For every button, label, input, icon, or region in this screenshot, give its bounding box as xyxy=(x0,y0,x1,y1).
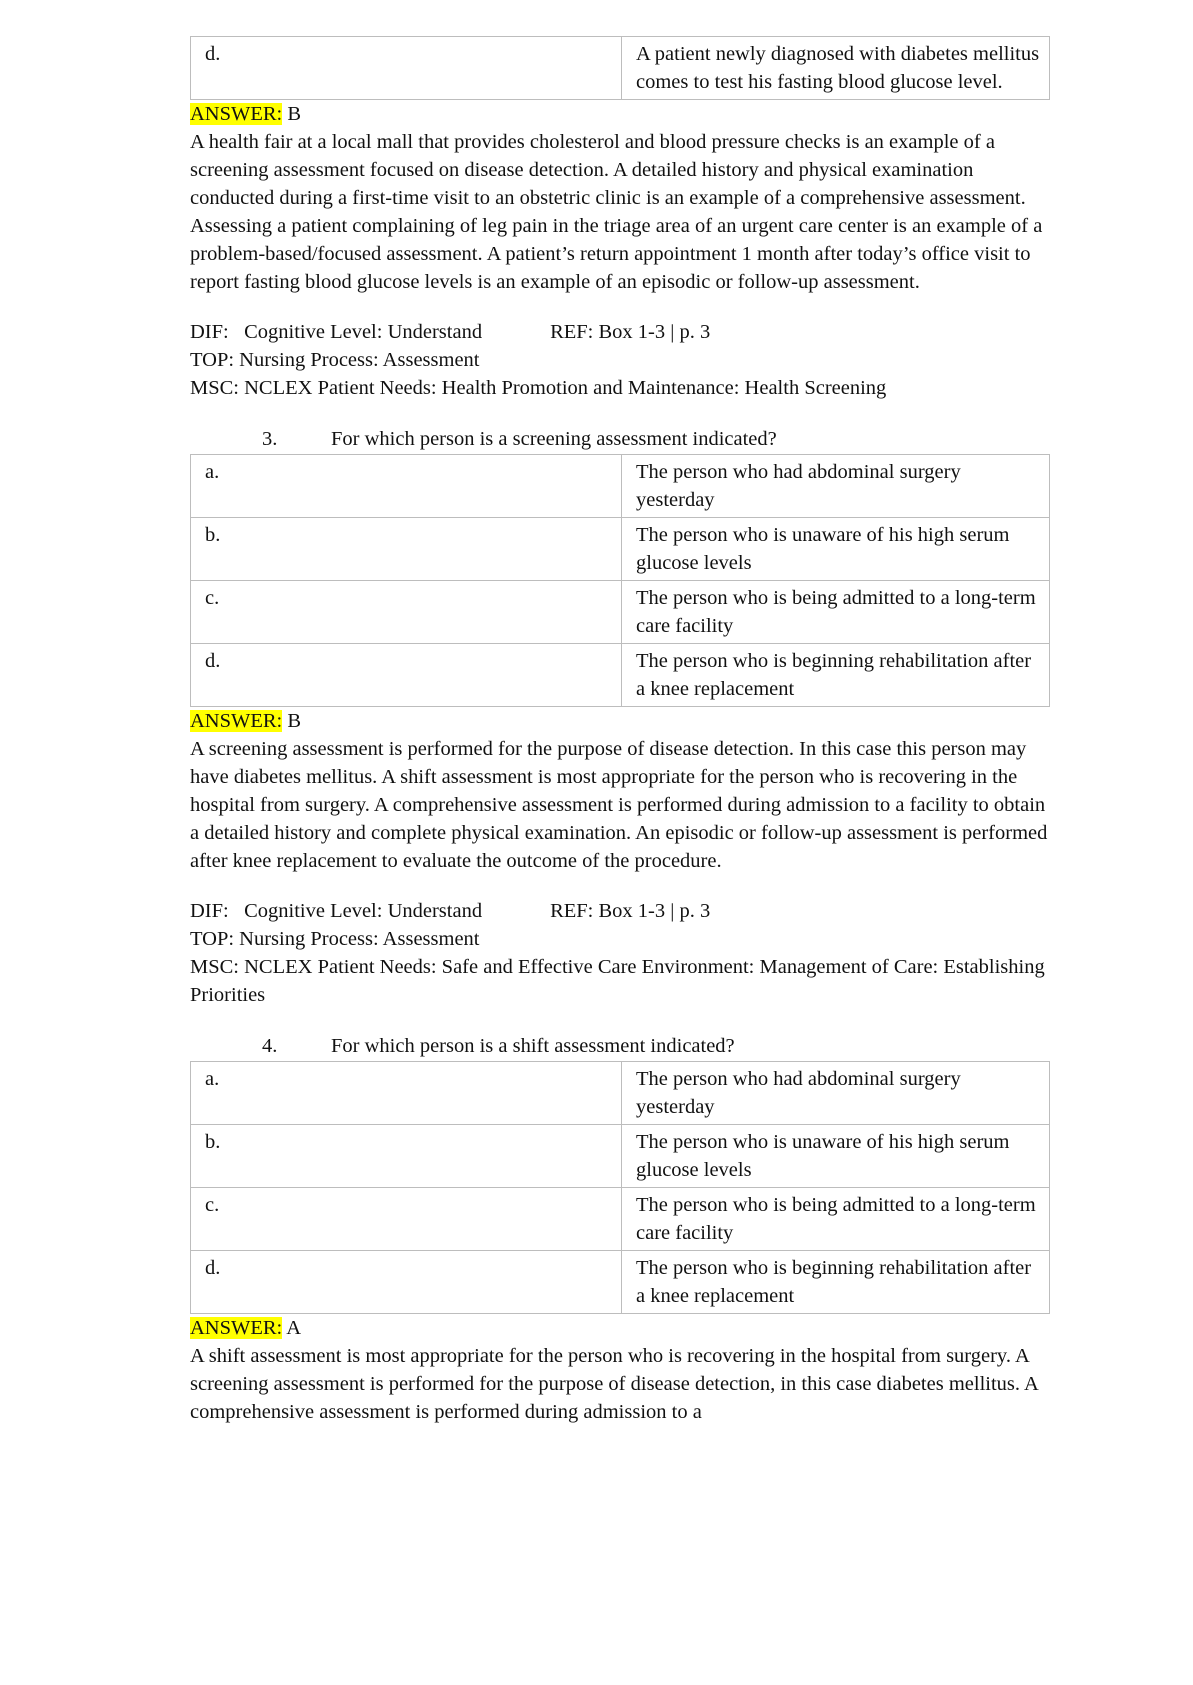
option-text: The person who had abdominal surgery yesterday xyxy=(622,1062,1050,1125)
answer-line xyxy=(190,1314,1050,1342)
option-row xyxy=(191,518,1050,581)
meta-dif-line xyxy=(190,897,1050,925)
question-text: For which person is a screening assessment indicated? xyxy=(331,428,777,450)
option-text: The person who is unaware of his high serum glucose levels xyxy=(622,518,1050,581)
option-row xyxy=(191,1188,1050,1251)
ref-text: REF: Box 1-3 | p. 3 xyxy=(550,900,711,922)
question-3 xyxy=(190,424,1050,454)
option-row xyxy=(191,455,1050,518)
meta-top: TOP: Nursing Process: Assessment xyxy=(190,349,480,371)
option-text: The person who is beginning rehabilitation after a knee replacement xyxy=(622,644,1050,707)
question-number: 3. xyxy=(262,428,278,450)
option-letter: d. xyxy=(191,644,622,707)
meta-dif-line xyxy=(190,318,1050,346)
rationale-text: A screening assessment is performed for the purpose of disease detection. In this case this person may have diabetes mellitus. A shift assessment is most appropriate for the person who is recovering in the hospital from surgery. A comprehensive assessment is performed during admission to a facility to obtain a detailed history and complete physical examination. An episodic or follow-up assessment is performed after knee replacement to evaluate the outcome of the procedure. xyxy=(190,738,1048,872)
option-text: The person who is beginning rehabilitation after a knee replacement xyxy=(622,1251,1050,1314)
option-text: The person who is being admitted to a long-term care facility xyxy=(622,1188,1050,1251)
answer-value: A xyxy=(286,1317,302,1339)
option-letter: c. xyxy=(191,1188,622,1251)
option-row xyxy=(191,1251,1050,1314)
option-row xyxy=(191,581,1050,644)
question-number: 4. xyxy=(262,1035,278,1057)
answer-label: ANSWER: xyxy=(190,103,283,125)
options-table xyxy=(190,36,1050,100)
rationale-text: A health fair at a local mall that provides cholesterol and blood pressure checks is an example of a screening assessment focused on disease detection. A detailed history and physical examination conducted during a first-time visit to an obstetric clinic is an example of a comprehensive assessment. Assessing a patient complaining of leg pain in the triage area of an urgent care center is an example of a problem-based/focused assessment. A patient’s return appointment 1 month after today’s office visit to report fasting blood glucose levels is an example of an episodic or follow-up assessment. xyxy=(190,131,1043,293)
option-letter: b. xyxy=(191,518,622,581)
document-page xyxy=(190,36,1050,1426)
meta-msc: MSC: NCLEX Patient Needs: Safe and Effective Care Environment: Management of Care: Establishing Priorities xyxy=(190,956,1045,1006)
answer-label: ANSWER: xyxy=(190,1317,283,1339)
answer-line xyxy=(190,707,1050,735)
answer-value: B xyxy=(287,710,302,732)
option-row xyxy=(191,644,1050,707)
meta-top: TOP: Nursing Process: Assessment xyxy=(190,928,480,950)
option-letter: a. xyxy=(191,1062,622,1125)
option-row xyxy=(191,1125,1050,1188)
answer-label: ANSWER: xyxy=(190,710,283,732)
dif-text: DIF: Cognitive Level: Understand xyxy=(190,321,483,343)
option-row xyxy=(191,1062,1050,1125)
meta-msc: MSC: NCLEX Patient Needs: Health Promotion and Maintenance: Health Screening xyxy=(190,377,887,399)
question-4 xyxy=(190,1031,1050,1061)
option-text: The person who had abdominal surgery yesterday xyxy=(622,455,1050,518)
option-letter: b. xyxy=(191,1125,622,1188)
option-letter: a. xyxy=(191,455,622,518)
dif-text: DIF: Cognitive Level: Understand xyxy=(190,900,483,922)
ref-text: REF: Box 1-3 | p. 3 xyxy=(550,321,711,343)
option-text: The person who is being admitted to a long-term care facility xyxy=(622,581,1050,644)
question-text: For which person is a shift assessment indicated? xyxy=(331,1035,735,1057)
answer-line xyxy=(190,100,1050,128)
options-table xyxy=(190,1061,1050,1314)
answer-value: B xyxy=(287,103,302,125)
rationale-text: A shift assessment is most appropriate for the person who is recovering in the hospital from surgery. A screening assessment is performed for the purpose of disease detection, in this case diabetes mellitus. A comprehensive assessment is performed during admission to a xyxy=(190,1345,1038,1423)
option-letter: d. xyxy=(191,37,622,100)
option-letter: d. xyxy=(191,1251,622,1314)
option-letter: c. xyxy=(191,581,622,644)
option-row xyxy=(191,37,1050,100)
option-text: A patient newly diagnosed with diabetes mellitus comes to test his fasting blood glucose level. xyxy=(622,37,1050,100)
option-text: The person who is unaware of his high serum glucose levels xyxy=(622,1125,1050,1188)
options-table xyxy=(190,454,1050,707)
